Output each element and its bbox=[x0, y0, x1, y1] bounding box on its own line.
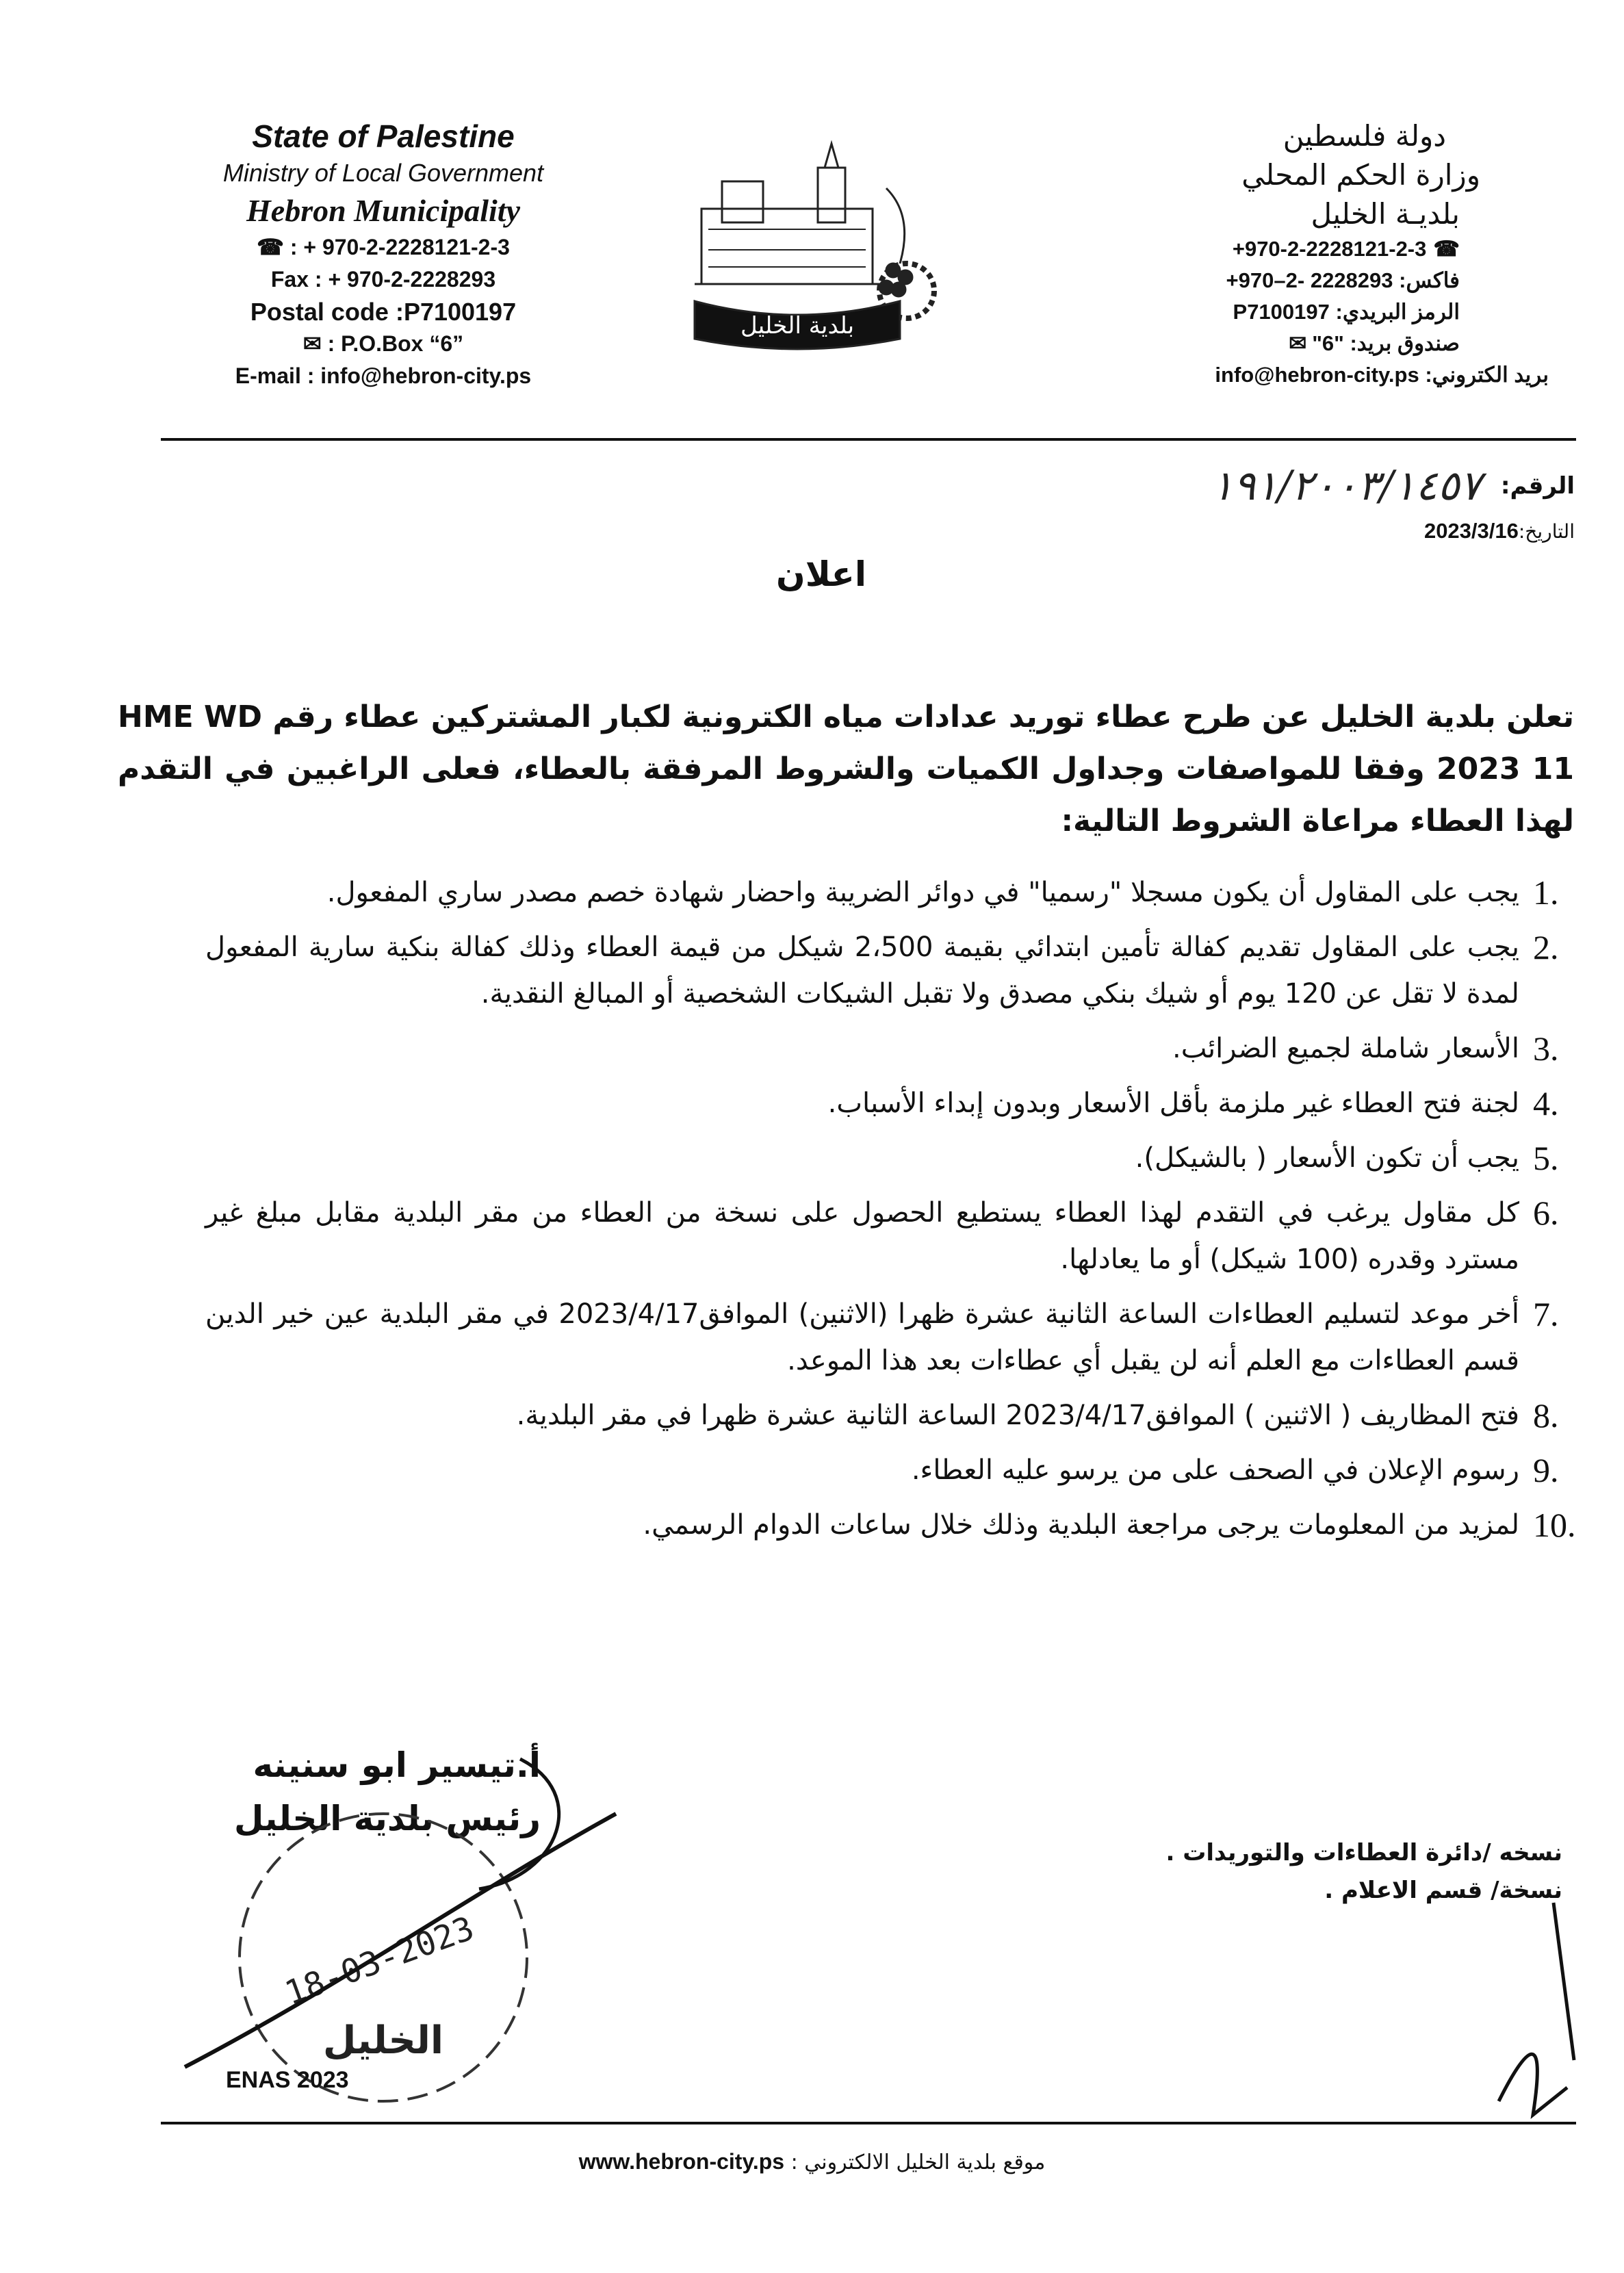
copy-line: نسخة/ قسم الاعلام . bbox=[1324, 1877, 1562, 1904]
item-number: 9. bbox=[1533, 1451, 1559, 1489]
footer bbox=[0, 2149, 1624, 2174]
phone-icon: ☎ bbox=[1433, 237, 1460, 261]
date-label: التاريخ: bbox=[1518, 520, 1575, 543]
state-name-en: State of Palestine bbox=[252, 118, 515, 154]
municipality-name-ar: بلديـة الخليل bbox=[1311, 197, 1460, 231]
stamp-date: 18-03-2023 bbox=[280, 1909, 479, 2013]
item-number: 2. bbox=[1533, 928, 1559, 966]
item-text: فتح المظاريف ( الاثنين ) الموافق2023/4/17 الساعة الثانية عشرة ظهرا في مقر البلدية. bbox=[516, 1400, 1519, 1431]
list-item bbox=[205, 1291, 1559, 1384]
item-number: 3. bbox=[1533, 1029, 1559, 1068]
state-name-ar: دولة فلسطين bbox=[1283, 119, 1446, 153]
initials-mark bbox=[1499, 1903, 1574, 2115]
copies-block bbox=[1165, 1834, 1562, 1910]
item-text: الأسعار شاملة لجميع الضرائب. bbox=[1172, 1033, 1519, 1064]
header-divider bbox=[161, 438, 1576, 441]
item-text: أخر موعد لتسليم العطاءات الساعة الثانية عشرة ظهرا (الاثنين) الموافق2023/4/17 في مقر البلدية عين خير الدين قسم العطاءات مع العلم أنه لن يقبل أي عطاءات بعد هذا الموعد. bbox=[205, 1298, 1519, 1376]
announcement-intro: تعلن بلدية الخليل عن طرح عطاء توريد عدادات مياه الكترونية لكبار المشتركين عطاء رقم HME WD 2023 11 وفقا للمواصفات وجداول الكميات والشروط المرفقة بالعطاء، فعلى الراغبين في التقدم لهذا العطاء مراعاة الشروط التالية: bbox=[118, 699, 1574, 838]
reference-label: الرقم: bbox=[1500, 472, 1575, 500]
phone-line-en bbox=[164, 231, 602, 264]
envelope-icon: ✉ bbox=[1289, 331, 1307, 355]
list-item bbox=[205, 1447, 1559, 1493]
reference-number bbox=[1211, 462, 1575, 510]
item-text: لمزيد من المعلومات يرجى مراجعة البلدية وذلك خلال ساعات الدوام الرسمي. bbox=[643, 1509, 1519, 1541]
phone-icon: ☎ bbox=[257, 235, 284, 259]
logo-banner-text: بلدية الخليل bbox=[740, 312, 855, 339]
list-item bbox=[205, 924, 1559, 1017]
list-item bbox=[205, 869, 1559, 916]
postal-code-en: Postal code :P7100197 bbox=[250, 298, 517, 326]
signatory-position: رئيس بلدية الخليل bbox=[233, 1799, 541, 1838]
list-item bbox=[205, 1392, 1559, 1439]
date-value: 2023/3/16 bbox=[1423, 519, 1519, 543]
announcement-title: اعلان bbox=[776, 554, 866, 594]
email-line-en: E-mail : info@hebron-city.ps bbox=[235, 363, 532, 388]
envelope-icon: ✉ bbox=[302, 331, 322, 356]
phone-line-ar bbox=[1056, 233, 1549, 265]
pobox-ar: صندوق بريد: "6" bbox=[1312, 331, 1460, 355]
footer-divider bbox=[161, 2122, 1576, 2124]
hebron-municipality-logo bbox=[681, 133, 948, 359]
pobox-en: : P.O.Box “6” bbox=[327, 331, 464, 356]
signature-stroke bbox=[185, 1814, 616, 2067]
item-text: لجنة فتح العطاء غير ملزمة بأقل الأسعار وبدون إبداء الأسباب. bbox=[827, 1088, 1519, 1119]
phone-number-ar: +970-2-2228121-2-3 bbox=[1232, 237, 1427, 261]
item-number: 1. bbox=[1533, 873, 1559, 912]
item-text: يجب على المقاول أن يكون مسجلا "رسميا" في دوائر الضريبة واحضار شهادة خصم مصدر ساري المفعول. bbox=[326, 877, 1519, 908]
item-number: 4. bbox=[1533, 1084, 1559, 1122]
document-date bbox=[1424, 519, 1575, 543]
phone-number-en: : + 970-2-2228121-2-3 bbox=[289, 235, 510, 259]
list-item bbox=[205, 1025, 1559, 1072]
item-number: 8. bbox=[1533, 1396, 1559, 1435]
copy-line: نسخه /دائرة العطاءات والتوريدات . bbox=[1165, 1839, 1562, 1866]
list-item bbox=[205, 1080, 1559, 1127]
english-header bbox=[164, 116, 602, 392]
reference-value: ١٩١/٢٠٠٣/١٤٥٧ bbox=[1211, 462, 1482, 510]
fax-line-ar: فاكس: 2228293 -2–970+ bbox=[1226, 268, 1460, 292]
item-number: 5. bbox=[1533, 1139, 1559, 1177]
pobox-line-en bbox=[164, 328, 602, 360]
stamp-text: الخليل bbox=[322, 2018, 444, 2063]
municipality-name-en: Hebron Municipality bbox=[246, 193, 520, 228]
postal-code-ar: الرمز البريدي: P7100197 bbox=[1233, 300, 1460, 324]
conditions-list bbox=[205, 869, 1576, 1556]
list-item bbox=[205, 1135, 1559, 1181]
email-line-ar: بريد الكتروني: info@hebron-city.ps bbox=[1215, 363, 1549, 387]
arabic-header bbox=[1056, 116, 1549, 391]
item-number: 10. bbox=[1533, 1506, 1576, 1544]
list-item bbox=[205, 1190, 1559, 1283]
official-stamp bbox=[240, 1814, 527, 2101]
signatory-name: أ.تيسير ابو سنينه bbox=[253, 1745, 541, 1785]
fax-line-en: Fax : + 970-2-2228293 bbox=[270, 267, 496, 292]
item-number: 6. bbox=[1533, 1194, 1559, 1232]
pobox-line-ar bbox=[1056, 328, 1549, 359]
enas-mark: ENAS 2023 bbox=[226, 2067, 349, 2093]
item-text: رسوم الإعلان في الصحف على من يرسو عليه العطاء. bbox=[911, 1454, 1519, 1486]
footer-label: موقع بلدية الخليل الالكتروني : bbox=[790, 2150, 1046, 2174]
list-item bbox=[205, 1502, 1576, 1548]
item-number: 7. bbox=[1533, 1295, 1559, 1333]
signature-block bbox=[185, 1738, 541, 1845]
item-text: يجب على المقاول تقديم كفالة تأمين ابتدائي بقيمة 2،500 شيكل من قيمة العطاء وذلك كفالة بنكية سارية المفعول لمدة لا تقل عن 120 يوم أو شيك بنكي مصدق ولا تقبل الشيكات الشخصية أو المبالغ النقدية. bbox=[205, 932, 1519, 1010]
footer-website-link[interactable]: www.hebron-city.ps bbox=[578, 2149, 785, 2174]
item-text: يجب أن تكون الأسعار ( بالشيكل). bbox=[1135, 1142, 1519, 1174]
ministry-name-en: Ministry of Local Government bbox=[222, 159, 544, 187]
ministry-name-ar: وزارة الحكم المحلي bbox=[1241, 158, 1480, 192]
item-text: كل مقاول يرغب في التقدم لهذا العطاء يستطيع الحصول على نسخة من العطاء من مقر البلدية مقابل مبلغ غير مسترد وقدره (100 شيكل) أو ما يعادلها. bbox=[205, 1197, 1519, 1275]
